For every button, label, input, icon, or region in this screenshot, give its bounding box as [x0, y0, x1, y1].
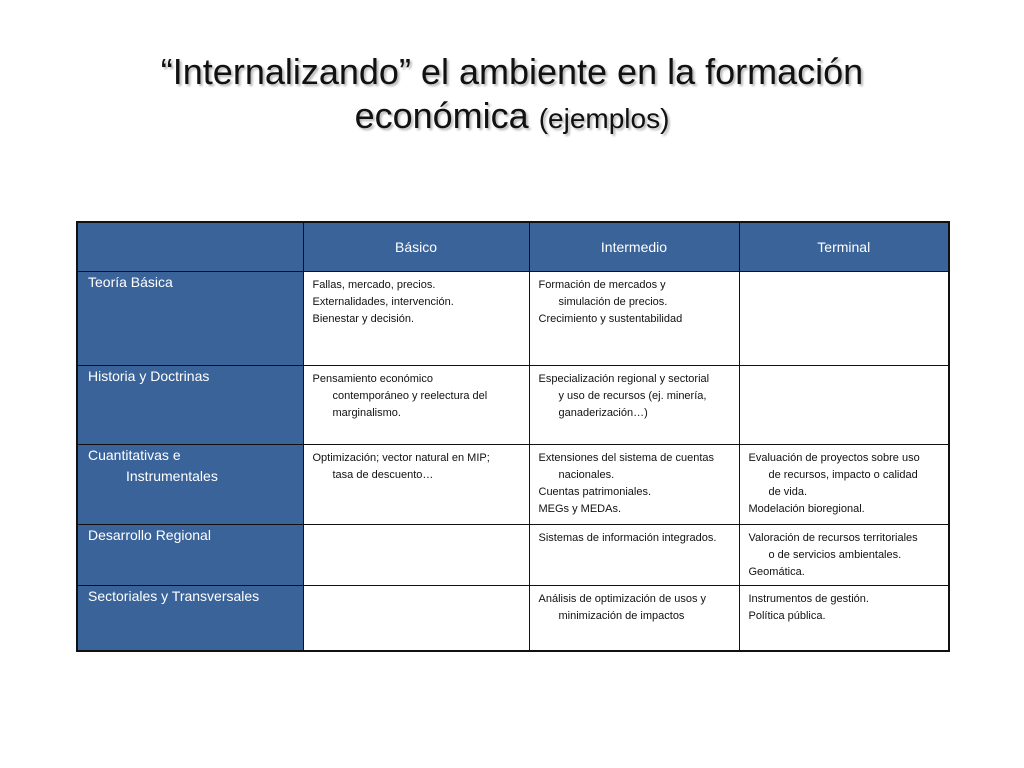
column-header-terminal: Terminal [739, 222, 949, 272]
cell-text-line: Política pública. [748, 610, 826, 622]
slide-title-line1: “Internalizando” el ambiente en la formación [160, 51, 864, 92]
cell-terminal [739, 525, 949, 586]
cell-intermedio [529, 586, 739, 651]
cell-terminal [739, 366, 949, 445]
cell-text-line: Instrumentos de gestión. [748, 593, 869, 605]
cell-terminal [739, 272, 949, 366]
cell-text-line: de recursos, impacto o calidad [768, 469, 918, 481]
cell-text-line: Análisis de optimización de usos y [538, 593, 707, 605]
cell-text-line: minimización de impactos [558, 610, 685, 622]
row-header [77, 272, 303, 366]
header-row [77, 222, 949, 272]
slide-title [0, 50, 1024, 141]
cell-text-line: ganaderización…) [558, 407, 648, 419]
cell-text-line: Modelación bioregional. [748, 503, 865, 515]
cell-text-line: Fallas, mercado, precios. [312, 279, 436, 291]
cell-text-line: nacionales. [558, 469, 615, 481]
row-header [77, 366, 303, 445]
table-row [77, 445, 949, 525]
row-header-label: Cuantitativas e [88, 447, 181, 463]
cell-text-line: Pensamiento económico [312, 373, 433, 385]
cell-basico [303, 445, 529, 525]
row-header [77, 586, 303, 651]
cell-intermedio [529, 445, 739, 525]
cell-text-line: Geomática. [748, 566, 805, 578]
cell-terminal [739, 586, 949, 651]
row-header [77, 445, 303, 525]
row-header-label: Teoría Básica [88, 274, 173, 290]
row-header-label: Sectoriales y Transversales [88, 588, 260, 604]
cell-text-line: simulación de precios. [558, 296, 668, 308]
row-header-label-continued: Instrumentales [126, 468, 218, 484]
cell-text-line: Extensiones del sistema de cuentas [538, 452, 714, 464]
cell-text-line: Crecimiento y sustentabilidad [538, 313, 683, 325]
table-row [77, 525, 949, 586]
cell-text-line: Especialización regional y sectorial [538, 373, 710, 385]
table-row [77, 586, 949, 651]
cell-text-line: Evaluación de proyectos sobre uso [748, 452, 920, 464]
slide-title-main: económica [354, 95, 529, 136]
column-header-intermedio: Intermedio [529, 222, 739, 272]
slide-title-subtitle: (ejemplos) [538, 103, 670, 134]
cell-text-line: contemporáneo y reelectura del [332, 390, 488, 402]
cell-terminal [739, 445, 949, 525]
cell-text-line: Formación de mercados y [538, 279, 666, 291]
cell-basico [303, 586, 529, 651]
cell-intermedio [529, 272, 739, 366]
cell-basico [303, 366, 529, 445]
cell-text-line: Cuentas patrimoniales. [538, 486, 652, 498]
column-header-basico: Básico [303, 222, 529, 272]
cell-intermedio [529, 525, 739, 586]
slide-title-line2 [0, 94, 1024, 141]
cell-basico [303, 525, 529, 586]
cell-text-line: Bienestar y decisión. [312, 313, 414, 325]
table-row [77, 366, 949, 445]
cell-text-line: MEGs y MEDAs. [538, 503, 622, 515]
row-header [77, 525, 303, 586]
header-corner [77, 222, 303, 272]
row-header-label: Desarrollo Regional [88, 527, 211, 543]
cell-text-line: Sistemas de información integrados. [538, 532, 717, 544]
cell-text-line: de vida. [768, 486, 808, 498]
cell-text-line: Optimización; vector natural en MIP; [312, 452, 490, 464]
cell-text-line: tasa de descuento… [332, 469, 434, 481]
curriculum-table [76, 221, 950, 652]
cell-text-line: Valoración de recursos territoriales [748, 532, 918, 544]
cell-text-line: o de servicios ambientales. [768, 549, 902, 561]
cell-text-line: Externalidades, intervención. [312, 296, 454, 308]
cell-text-line: marginalismo. [332, 407, 401, 419]
row-header-label: Historia y Doctrinas [88, 368, 210, 384]
cell-basico [303, 272, 529, 366]
cell-text-line: y uso de recursos (ej. minería, [558, 390, 707, 402]
cell-intermedio [529, 366, 739, 445]
table-row [77, 272, 949, 366]
